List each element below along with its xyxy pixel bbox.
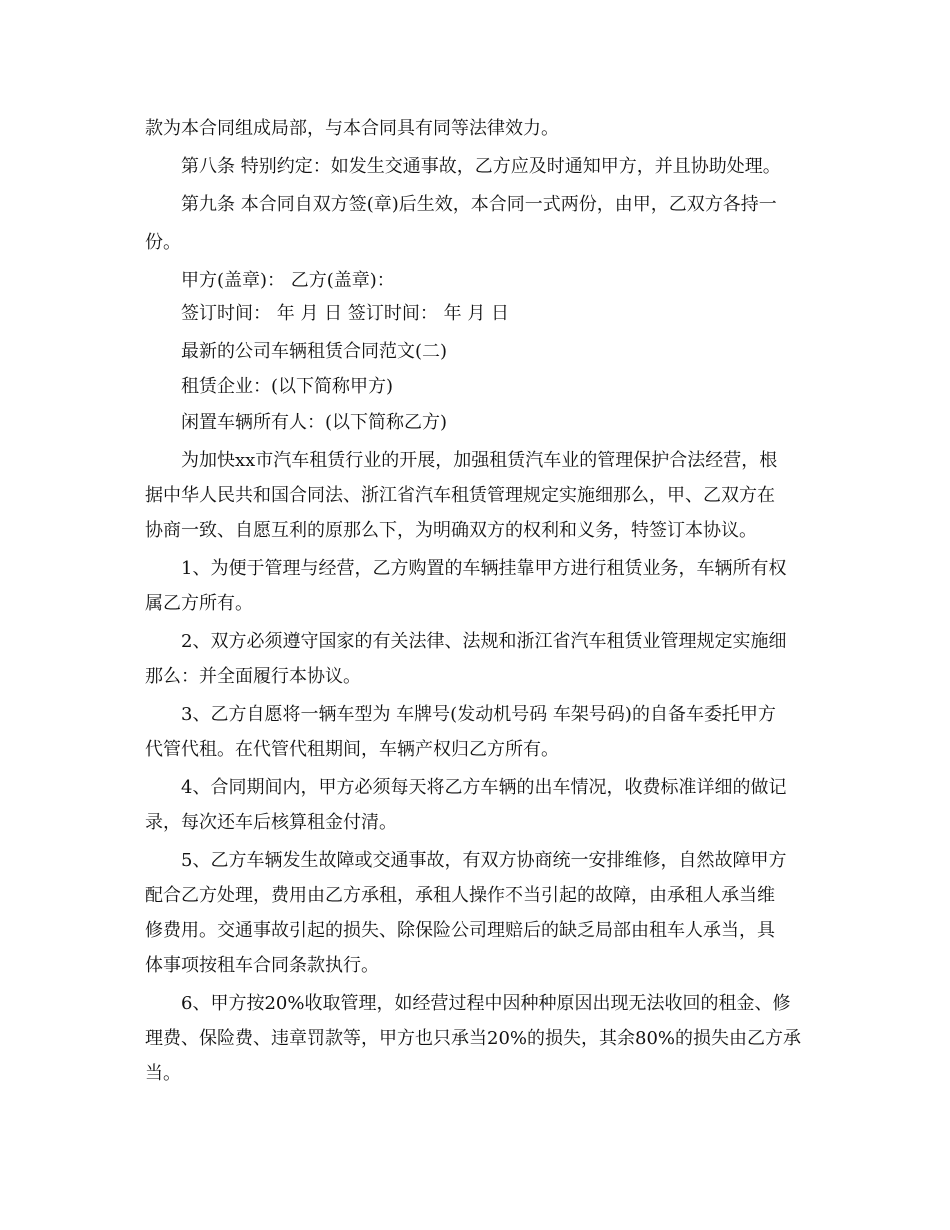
- text-line: 签订时间： 年 月 日 签订时间： 年 月 日: [181, 303, 510, 324]
- text-line: 4、合同期间内，甲方必须每天将乙方车辆的出车情况，收费标准详细的做记: [181, 777, 787, 798]
- text-line: 配合乙方处理，费用由乙方承租，承租人操作不当引起的故障，由承租人承当维: [145, 885, 775, 906]
- text-line: 3、乙方自愿将一辆车型为 车牌号(发动机号码 车架号码)的自备车委托甲方: [181, 704, 776, 725]
- text-line: 闲置车辆所有人：(以下简称乙方): [181, 412, 448, 433]
- text-line: 6、甲方按20%收取管理，如经营过程中因种种原因出现无法收回的租金、修: [181, 993, 791, 1014]
- text-line: 2、双方必须遵守国家的有关法律、法规和浙江省汽车租赁业管理规定实施细: [181, 631, 787, 652]
- text-line: 款为本合同组成局部，与本合同具有同等法律效力。: [145, 118, 559, 139]
- text-line: 那么：并全面履行本协议。: [145, 666, 361, 687]
- text-line: 租赁企业：(以下简称甲方): [181, 376, 394, 397]
- text-line: 第九条 本合同自双方签(章)后生效，本合同一式两份，由甲，乙双方各持一: [181, 194, 777, 215]
- text-line: 理费、保险费、违章罚款等，甲方也只承当20%的损失，其余80%的损失由乙方承: [145, 1028, 802, 1049]
- text-line: 属乙方所有。: [145, 593, 253, 614]
- text-line: 协商一致、自愿互利的原那么下，为明确双方的权利和义务，特签订本协议。: [145, 520, 757, 541]
- text-line: 体事项按租车合同条款执行。: [145, 955, 379, 976]
- text-line: 修费用。交通事故引起的损失、除保险公司理赔后的缺乏局部由租车人承当，具: [145, 920, 775, 941]
- text-line: 甲方(盖章)： 乙方(盖章)：: [181, 270, 395, 291]
- text-line: 份。: [145, 232, 181, 253]
- text-line: 当。: [145, 1063, 181, 1084]
- text-line: 1、为便于管理与经营，乙方购置的车辆挂靠甲方进行租赁业务，车辆所有权: [181, 558, 787, 579]
- text-line: 为加快xx市汽车租赁行业的开展，加强租赁汽车业的管理保护合法经营，根: [181, 450, 778, 471]
- text-line: 录，每次还车后核算租金付清。: [145, 812, 397, 833]
- text-line: 5、乙方车辆发生故障或交通事故，有双方协商统一安排维修，自然故障甲方: [181, 850, 787, 871]
- section-title: 最新的公司车辆租赁合同范文(二): [181, 341, 448, 362]
- text-line: 代管代租。在代管代租期间，车辆产权归乙方所有。: [145, 739, 559, 760]
- text-line: 第八条 特别约定：如发生交通事故，乙方应及时通知甲方，并且协助处理。: [181, 156, 781, 177]
- text-line: 据中华人民共和国合同法、浙江省汽车租赁管理规定实施细那么，甲、乙双方在: [145, 485, 775, 506]
